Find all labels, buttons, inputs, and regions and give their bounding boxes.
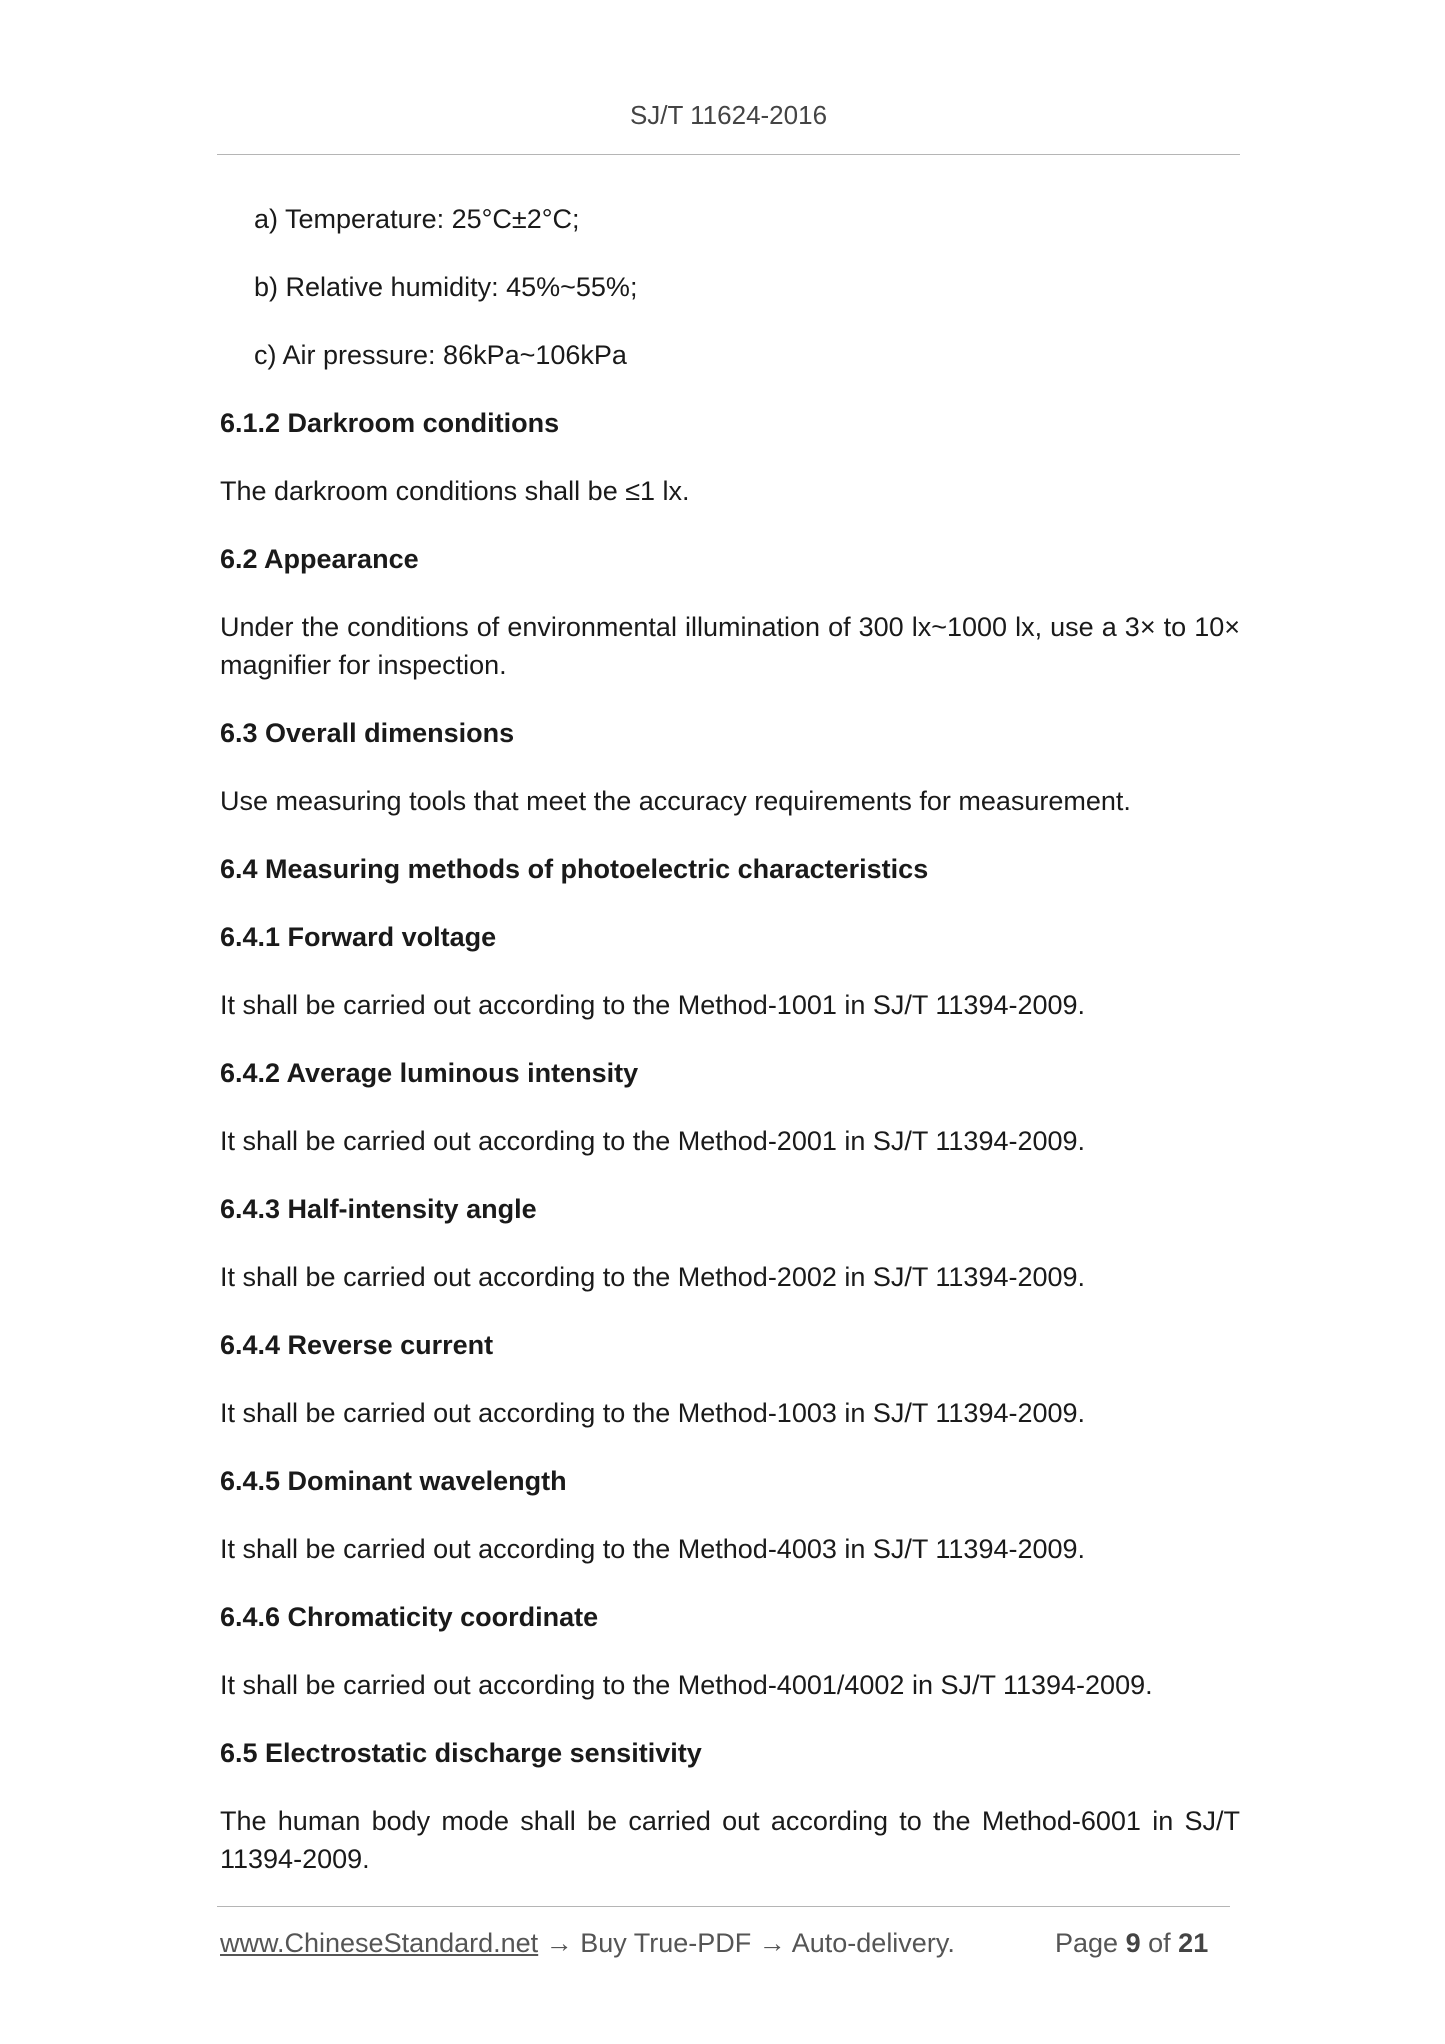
header-divider [217, 154, 1240, 155]
of-label: of [1148, 1928, 1171, 1958]
footer-divider [217, 1906, 1230, 1907]
page-number: 9 [1125, 1928, 1141, 1958]
section-text-6-4-4: It shall be carried out according to the Method-1003 in SJ/T 11394-2009. [220, 1398, 1086, 1428]
section-text-6-4-3: It shall be carried out according to the Method-2002 in SJ/T 11394-2009. [220, 1262, 1086, 1292]
section-heading-6-4: 6.4 Measuring methods of photoelectric characteristics [220, 854, 929, 884]
section-heading-6-4-1: 6.4.1 Forward voltage [220, 922, 497, 952]
section-heading-6-4-5: 6.4.5 Dominant wavelength [220, 1466, 567, 1496]
page-label: Page [1055, 1928, 1119, 1958]
section-text-6-4-5: It shall be carried out according to the Method-4003 in SJ/T 11394-2009. [220, 1534, 1086, 1564]
footer-promo [220, 1928, 955, 1959]
section-heading-6-4-6: 6.4.6 Chromaticity coordinate [220, 1602, 599, 1632]
section-text-6-2: Under the conditions of environmental illumination of 300 lx~1000 lx, use a 3× to 10× magnifier for inspection. [220, 612, 1240, 680]
condition-temperature: a) Temperature: 25°C±2°C; [254, 204, 580, 234]
section-heading-6-2: 6.2 Appearance [220, 544, 419, 574]
section-text-6-1-2: The darkroom conditions shall be ≤1 lx. [220, 476, 690, 506]
section-heading-6-5: 6.5 Electrostatic discharge sensitivity [220, 1738, 702, 1768]
section-text-6-4-2: It shall be carried out according to the Method-2001 in SJ/T 11394-2009. [220, 1126, 1086, 1156]
page-total: 21 [1178, 1928, 1209, 1958]
section-heading-6-3: 6.3 Overall dimensions [220, 718, 515, 748]
section-heading-6-4-4: 6.4.4 Reverse current [220, 1330, 494, 1360]
page-indicator [1055, 1928, 1208, 1959]
condition-humidity: b) Relative humidity: 45%~55%; [254, 272, 638, 302]
section-text-6-3: Use measuring tools that meet the accuracy requirements for measurement. [220, 786, 1131, 816]
section-text-6-5: The human body mode shall be carried out according to the Method-6001 in SJ/T 11394-2009. [220, 1806, 1240, 1874]
section-text-6-4-6: It shall be carried out according to the Method-4001/4002 in SJ/T 11394-2009. [220, 1670, 1153, 1700]
section-heading-6-4-2: 6.4.2 Average luminous intensity [220, 1058, 639, 1088]
section-text-6-4-1: It shall be carried out according to the Method-1001 in SJ/T 11394-2009. [220, 990, 1086, 1020]
promo-text: → Buy True-PDF → Auto-delivery. [538, 1928, 955, 1958]
document-id-header: SJ/T 11624-2016 [629, 100, 828, 130]
site-link[interactable]: www.ChineseStandard.net [220, 1928, 539, 1958]
section-heading-6-1-2: 6.1.2 Darkroom conditions [220, 408, 560, 438]
condition-air-pressure: c) Air pressure: 86kPa~106kPa [254, 340, 627, 370]
section-heading-6-4-3: 6.4.3 Half-intensity angle [220, 1194, 537, 1224]
